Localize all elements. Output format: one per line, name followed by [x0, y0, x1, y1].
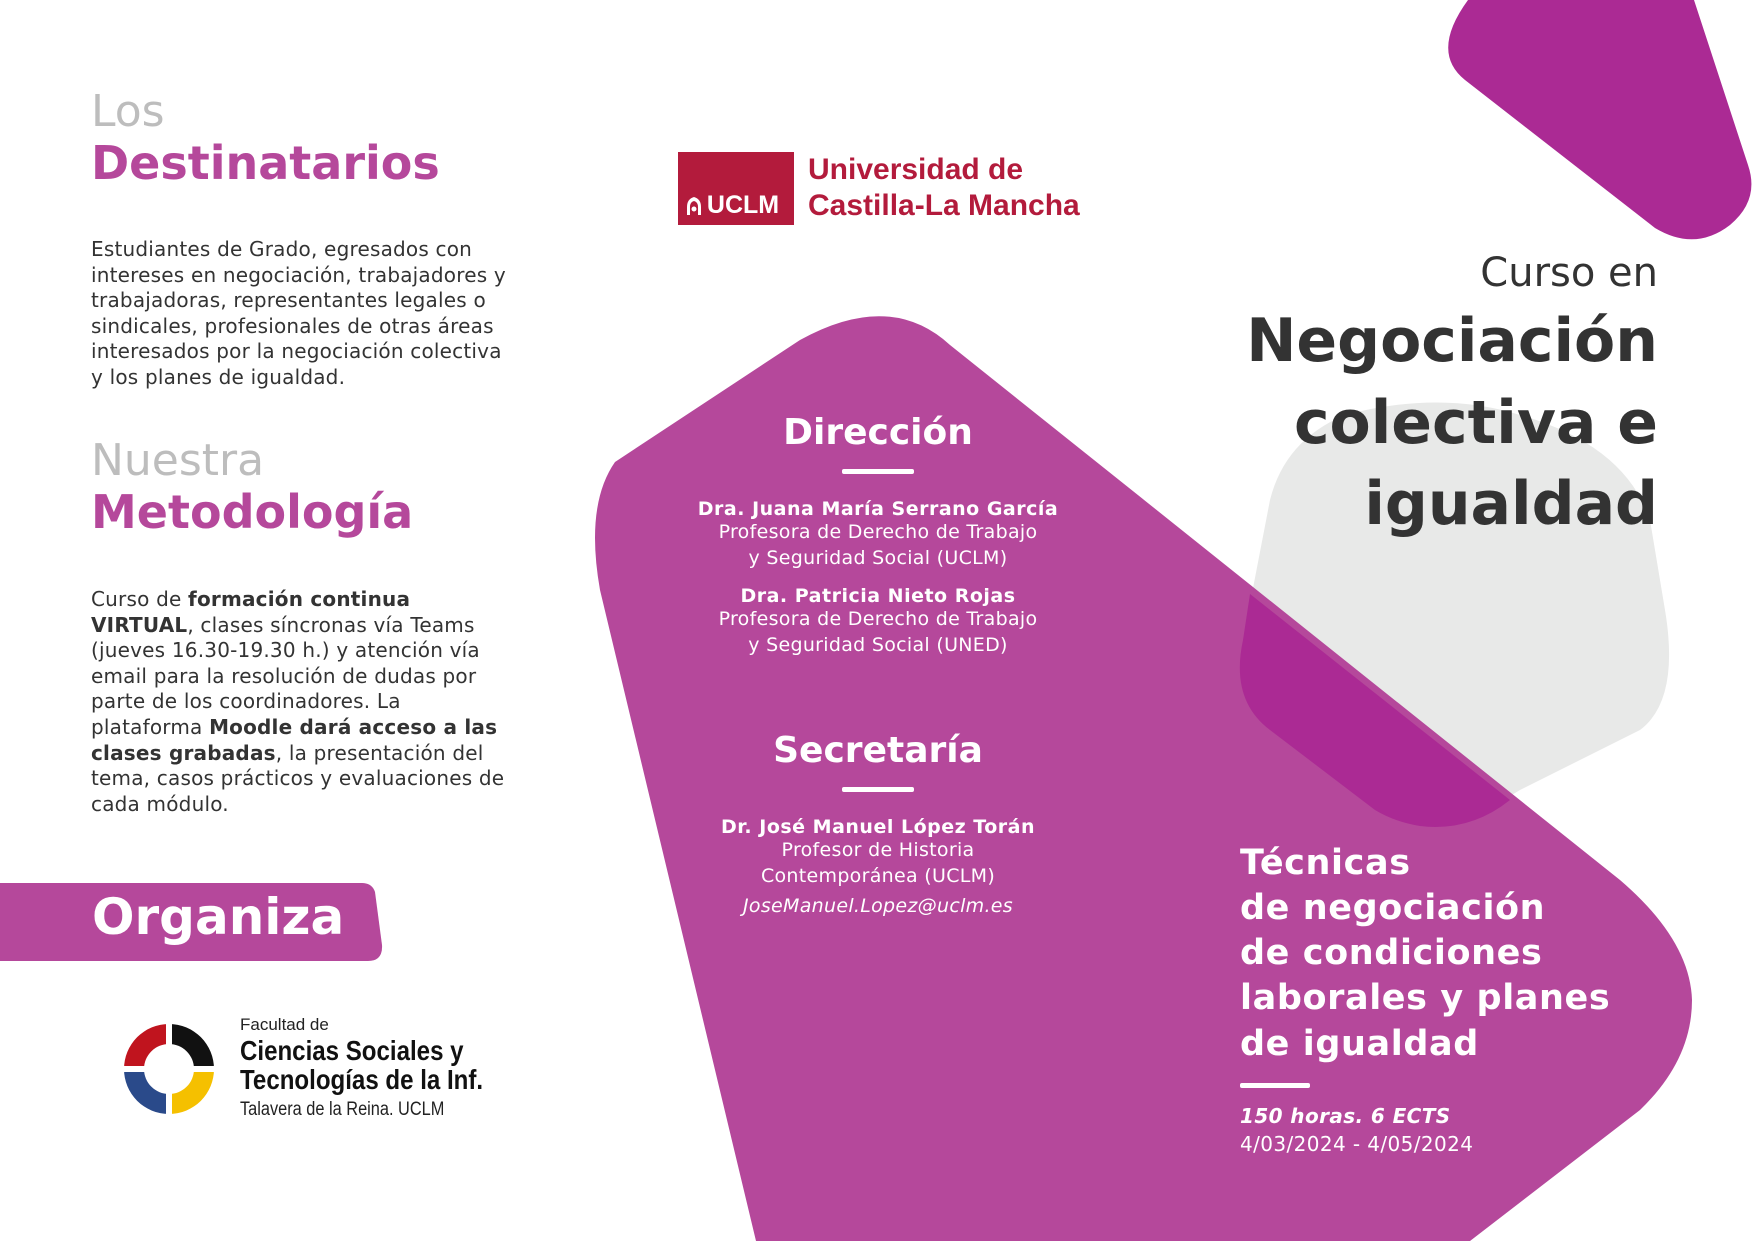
- metodologia-title: Metodología: [91, 485, 414, 539]
- secretary-entry: [668, 816, 1088, 917]
- metodologia-text-bold: VIRTUAL: [91, 612, 188, 637]
- faculty-logo-icon: [116, 1016, 222, 1122]
- tecnicas-title-line: de negociación: [1240, 888, 1546, 929]
- course-title: [1246, 301, 1658, 546]
- secretary-email[interactable]: JoseManuel.Lopez@uclm.es: [743, 895, 1013, 918]
- destinatarios-title: Destinatarios: [91, 136, 440, 190]
- director-role: Profesora de Derecho de Trabajo: [718, 521, 1038, 543]
- metodologia-text-part: , la presentación del: [275, 740, 484, 765]
- secretary-name: Dr. José Manuel López Torán: [720, 816, 1036, 838]
- destinatarios-line: interesados por la negociación colectiva: [91, 339, 502, 364]
- metodologia-text-part: , clases síncronas vía Teams: [187, 612, 475, 637]
- tecnicas-dates: 4/03/2024 - 4/05/2024: [1240, 1131, 1474, 1156]
- tecnicas-title-line: de condiciones: [1240, 933, 1543, 974]
- director-entry: [668, 498, 1088, 571]
- faculty-name-line: Ciencias Sociales y: [240, 1035, 464, 1066]
- uclm-logo: [678, 152, 794, 225]
- direccion-section: [668, 412, 1088, 659]
- destinatarios-line: sindicales, profesionales de otras áreas: [91, 313, 494, 338]
- destinatarios-line: Estudiantes de Grado, egresados con: [91, 237, 473, 261]
- organiza-label: Organiza: [92, 888, 345, 946]
- faculty-name: [240, 1036, 483, 1095]
- destinatarios-line: trabajadoras, representantes legales o: [91, 288, 486, 313]
- uclm-name-line: Castilla-La Mancha: [808, 189, 1080, 222]
- destinatarios-text: [91, 237, 541, 391]
- destinatarios-line: intereses en negociación, trabajadores y: [91, 262, 506, 287]
- metodologia-text-bold: clases grabadas: [91, 740, 276, 765]
- metodologia-pre: Nuestra: [91, 435, 265, 486]
- director-role: Profesora de Derecho de Trabajo: [718, 608, 1038, 631]
- metodologia-text-part: plataforma: [91, 714, 210, 739]
- faculty-small-label: Facultad de: [240, 1015, 329, 1034]
- director-name: Dra. Juana María Serrano García: [697, 498, 1059, 520]
- destinatarios-line: y los planes de igualdad.: [91, 364, 346, 389]
- metodologia-text: [91, 587, 551, 817]
- metodologia-line: cada módulo.: [91, 791, 229, 816]
- tecnicas-title-line: Técnicas: [1240, 843, 1411, 883]
- secretaria-section: [668, 730, 1088, 917]
- tecnicas-title: [1240, 841, 1610, 1067]
- tecnicas-hours: 150 horas. 6 ECTS: [1240, 1103, 1451, 1128]
- course-title-line: Negociación: [1246, 306, 1658, 376]
- uclm-name-line: Universidad de: [808, 153, 1024, 186]
- metodologia-text-part: Curso de: [91, 587, 189, 611]
- course-title-line: colectiva e: [1293, 387, 1658, 458]
- secretary-role: Contemporánea (UCLM): [760, 864, 996, 887]
- director-entry: [668, 585, 1088, 658]
- tecnicas-rule: [1240, 1083, 1310, 1088]
- tecnicas-title-line: laborales y planes: [1240, 978, 1611, 1019]
- metodologia-line: parte de los coordinadores. La: [91, 689, 401, 714]
- metodologia-line: tema, casos prácticos y evaluaciones de: [91, 766, 505, 791]
- course-pre: Curso en: [1480, 250, 1658, 296]
- faculty-name-line: Tecnologías de la Inf.: [240, 1064, 484, 1096]
- metodologia-text-bold: formación continua: [188, 587, 411, 611]
- director-name: Dra. Patricia Nieto Rojas: [740, 585, 1016, 608]
- secretary-role: Profesor de Historia: [781, 839, 975, 861]
- metodologia-line: email para la resolución de dudas por: [91, 663, 477, 688]
- tecnicas-section: [1240, 841, 1610, 1156]
- secretaria-heading: Secretaría: [773, 730, 983, 771]
- metodologia-text-bold: Moodle dará acceso a las: [209, 714, 498, 739]
- director-role: y Seguridad Social (UCLM): [748, 546, 1008, 569]
- director-role: y Seguridad Social (UNED): [748, 633, 1008, 656]
- destinatarios-pre: Los: [91, 86, 165, 137]
- tecnicas-title-line: de igualdad: [1240, 1023, 1479, 1064]
- secretaria-rule: [842, 787, 914, 792]
- direccion-rule: [842, 469, 914, 474]
- metodologia-line: (jueves 16.30-19.30 h.) y atención vía: [91, 638, 480, 663]
- magenta-top-right-shape: [1448, 0, 1751, 239]
- direccion-heading: Dirección: [783, 412, 973, 453]
- course-title-line: igualdad: [1364, 469, 1658, 540]
- faculty-sub-label: Talavera de la Reina. UCLM: [240, 1099, 445, 1120]
- uclm-name: [808, 152, 1080, 224]
- uclm-box-text: UCLM: [706, 191, 780, 219]
